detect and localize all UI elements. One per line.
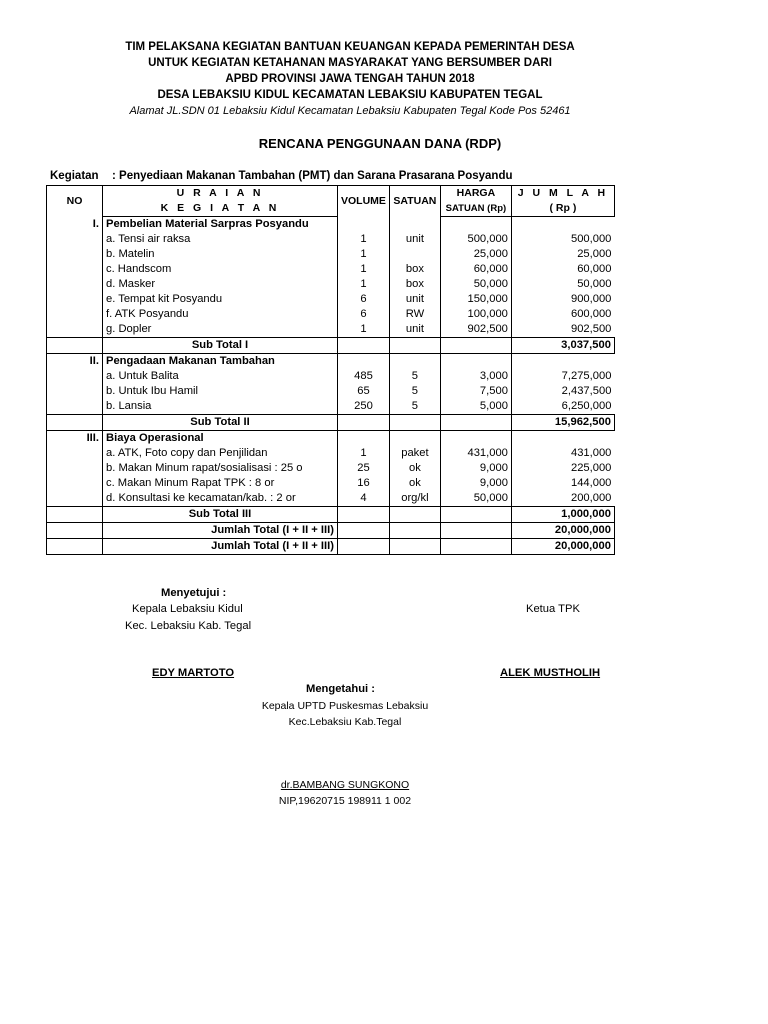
table-row — [47, 322, 615, 338]
item-uraian: f. ATK Posyandu — [103, 307, 338, 322]
item-harga: 7,500 — [440, 384, 511, 399]
header-line-4: DESA LEBAKSIU KIDUL KECAMATAN LEBAKSIU KABUPATEN TEGAL — [157, 89, 543, 101]
table-row — [47, 247, 615, 262]
section-title: Pembelian Material Sarpras Posyandu — [103, 217, 338, 233]
empty-cell — [47, 369, 103, 384]
item-uraian: a. Untuk Balita — [103, 369, 338, 384]
item-jumlah: 225,000 — [570, 462, 612, 474]
empty-cell — [338, 431, 390, 447]
header-uraian: U R A I A N — [103, 186, 338, 202]
item-jumlah: 25,000 — [577, 248, 612, 260]
header-line-1: TIM PELAKSANA KEGIATAN BANTUAN KEUANGAN KEPADA PEMERINTAH DESA — [125, 41, 575, 53]
item-uraian: c. Handscom — [103, 262, 338, 277]
empty-cell — [511, 354, 614, 370]
table-row — [47, 292, 615, 307]
empty-cell — [47, 446, 103, 461]
item-satuan: box — [389, 277, 440, 292]
table-row — [47, 399, 615, 415]
total-label: Jumlah Total (I + II + III) — [103, 523, 338, 539]
item-volume: 6 — [338, 292, 390, 307]
item-uraian: g. Dopler — [103, 322, 338, 338]
empty-cell — [47, 461, 103, 476]
empty-cell — [440, 217, 511, 233]
empty-cell — [338, 217, 390, 233]
item-harga: 3,000 — [440, 369, 511, 384]
empty-cell — [440, 523, 511, 539]
empty-cell — [338, 539, 390, 555]
item-jumlah: 6,250,000 — [561, 400, 612, 412]
empty-cell — [47, 322, 103, 338]
table-row — [47, 232, 615, 247]
item-harga: 50,000 — [440, 277, 511, 292]
kegiatan-value: : Penyediaan Makanan Tambahan (PMT) dan Sarana Prasarana Posyandu — [112, 170, 513, 182]
empty-cell — [440, 338, 511, 354]
empty-cell — [389, 539, 440, 555]
section-title: Biaya Operasional — [103, 431, 338, 447]
header-jumlah-rp: ( Rp ) — [511, 201, 614, 217]
item-uraian: a. ATK, Foto copy dan Penjilidan — [103, 446, 338, 461]
item-harga: 60,000 — [440, 262, 511, 277]
table-header — [47, 186, 615, 217]
empty-cell — [47, 523, 103, 539]
header-harga: HARGA — [440, 186, 511, 202]
subtotal-value: 15,962,500 — [511, 415, 614, 431]
header-line-3: APBD PROVINSI JAWA TENGAH TAHUN 2018 — [225, 73, 475, 85]
item-jumlah: 500,000 — [570, 233, 612, 245]
item-harga: 9,000 — [440, 461, 511, 476]
item-satuan: 5 — [389, 384, 440, 399]
empty-cell — [338, 523, 390, 539]
table-row — [47, 446, 615, 461]
empty-cell — [47, 292, 103, 307]
item-uraian: d. Konsultasi ke kecamatan/kab. : 2 or — [103, 491, 338, 507]
item-jumlah: 600,000 — [570, 308, 612, 320]
item-satuan: ok — [389, 476, 440, 491]
item-volume: 1 — [338, 446, 390, 461]
section-number: III. — [47, 431, 103, 447]
subtotal-label: Sub Total II — [103, 415, 338, 431]
empty-cell — [47, 507, 103, 523]
empty-cell — [338, 415, 390, 431]
item-volume: 16 — [338, 476, 390, 491]
empty-cell — [47, 476, 103, 491]
item-volume: 250 — [338, 399, 390, 415]
item-uraian: e. Tempat kit Posyandu — [103, 292, 338, 307]
table-row — [47, 369, 615, 384]
table-row — [47, 476, 615, 491]
item-volume: 1 — [338, 262, 390, 277]
empty-cell — [338, 507, 390, 523]
empty-cell — [47, 232, 103, 247]
total-label: Jumlah Total (I + II + III) — [103, 539, 338, 555]
approver-title: Kepala Lebaksiu Kidul — [132, 603, 243, 615]
empty-cell — [389, 354, 440, 370]
item-satuan: org/kl — [389, 491, 440, 507]
empty-cell — [389, 217, 440, 233]
item-volume: 25 — [338, 461, 390, 476]
item-volume: 4 — [338, 491, 390, 507]
item-jumlah: 431,000 — [570, 447, 612, 459]
empty-cell — [440, 354, 511, 370]
acknowledger-name: dr.BAMBANG SUNGKONO — [280, 779, 410, 791]
item-volume: 1 — [338, 322, 390, 338]
subtotal-value: 3,037,500 — [511, 338, 614, 354]
item-harga: 902,500 — [440, 322, 511, 338]
ketua-tpk-name: ALEK MUSTHOLIH — [500, 667, 601, 679]
section-number: I. — [47, 217, 103, 233]
header-harga-satuan: SATUAN (Rp) — [440, 201, 511, 217]
item-uraian: c. Makan Minum Rapat TPK : 8 or — [103, 476, 338, 491]
item-satuan: paket — [389, 446, 440, 461]
item-harga: 150,000 — [440, 292, 511, 307]
empty-cell — [47, 539, 103, 555]
section-title: Pengadaan Makanan Tambahan — [103, 354, 338, 370]
empty-cell — [338, 338, 390, 354]
empty-cell — [440, 431, 511, 447]
menyetujui-label: Menyetujui : — [161, 587, 227, 599]
item-uraian: b. Lansia — [103, 399, 338, 415]
empty-cell — [440, 415, 511, 431]
item-harga: 500,000 — [440, 232, 511, 247]
item-volume: 65 — [338, 384, 390, 399]
empty-cell — [338, 354, 390, 370]
item-uraian: a. Tensi air raksa — [103, 232, 338, 247]
empty-cell — [389, 507, 440, 523]
empty-cell — [47, 277, 103, 292]
item-uraian: b. Makan Minum rapat/sosialisasi : 25 o — [103, 461, 338, 476]
mengetahui-label: Mengetahui : — [306, 683, 375, 695]
item-jumlah: 7,275,000 — [561, 370, 612, 382]
item-harga: 5,000 — [440, 399, 511, 415]
header-jumlah: J U M L A H — [511, 186, 614, 202]
item-jumlah: 144,000 — [570, 477, 612, 489]
item-satuan: RW — [389, 307, 440, 322]
total-row — [47, 523, 615, 539]
kegiatan-line — [50, 170, 513, 182]
item-jumlah: 900,000 — [570, 293, 612, 305]
empty-cell — [47, 307, 103, 322]
item-satuan: ok — [389, 461, 440, 476]
table-body — [47, 217, 615, 555]
subtotal-row — [47, 415, 615, 431]
item-volume: 1 — [338, 277, 390, 292]
empty-cell — [389, 523, 440, 539]
acknowledger-nip: NIP,19620715 198911 1 002 — [278, 795, 412, 807]
item-jumlah: 50,000 — [577, 278, 612, 290]
header-line-2: UNTUK KEGIATAN KETAHANAN MASYARAKAT YANG BERSUMBER DARI — [148, 57, 552, 69]
empty-cell — [47, 399, 103, 415]
item-satuan: 5 — [389, 369, 440, 384]
total-value: 20,000,000 — [511, 539, 614, 555]
item-harga: 25,000 — [440, 247, 511, 262]
empty-cell — [389, 415, 440, 431]
table-row — [47, 277, 615, 292]
ketua-tpk-title: Ketua TPK — [526, 603, 580, 615]
item-harga: 50,000 — [440, 491, 511, 507]
empty-cell — [440, 507, 511, 523]
subtotal-label: Sub Total III — [103, 507, 338, 523]
table-row — [47, 307, 615, 322]
item-jumlah: 200,000 — [570, 492, 612, 504]
approver-location: Kec. Lebaksiu Kab. Tegal — [125, 620, 252, 632]
item-harga: 100,000 — [440, 307, 511, 322]
item-uraian: b. Matelin — [103, 247, 338, 262]
item-jumlah: 60,000 — [577, 263, 612, 275]
item-satuan: unit — [389, 322, 440, 338]
section-header-row — [47, 354, 615, 370]
item-harga: 431,000 — [440, 446, 511, 461]
item-volume: 485 — [338, 369, 390, 384]
acknowledger-title: Kepala UPTD Puskesmas Lebaksiu — [261, 700, 429, 712]
total-row — [47, 539, 615, 555]
header-no: NO — [47, 186, 103, 217]
item-satuan: unit — [389, 292, 440, 307]
table-row — [47, 262, 615, 277]
item-uraian: b. Untuk Ibu Hamil — [103, 384, 338, 399]
empty-cell — [47, 338, 103, 354]
table-row — [47, 461, 615, 476]
total-value: 20,000,000 — [511, 523, 614, 539]
kegiatan-label: Kegiatan — [50, 170, 99, 182]
empty-cell — [511, 217, 614, 233]
item-satuan: unit — [389, 232, 440, 247]
subtotal-label: Sub Total I — [103, 338, 338, 354]
table-row — [47, 384, 615, 399]
header-address: Alamat JL.SDN 01 Lebaksiu Kidul Kecamatan Lebaksiu Kabupaten Tegal Kode Pos 52461 — [129, 105, 571, 117]
item-jumlah: 2,437,500 — [561, 385, 612, 397]
subtotal-row — [47, 507, 615, 523]
empty-cell — [389, 338, 440, 354]
item-satuan: 5 — [389, 399, 440, 415]
section-header-row — [47, 431, 615, 447]
item-uraian: d. Masker — [103, 277, 338, 292]
item-satuan — [389, 247, 440, 262]
empty-cell — [47, 262, 103, 277]
approver-name: EDY MARTOTO — [152, 667, 235, 679]
item-volume: 6 — [338, 307, 390, 322]
item-volume: 1 — [338, 232, 390, 247]
document-title: RENCANA PENGGUNAAN DANA (RDP) — [258, 136, 502, 151]
empty-cell — [47, 415, 103, 431]
header-kegiatan: K E G I A T A N — [103, 201, 338, 217]
empty-cell — [511, 431, 614, 447]
item-volume: 1 — [338, 247, 390, 262]
empty-cell — [47, 247, 103, 262]
acknowledger-location: Kec.Lebaksiu Kab.Tegal — [288, 716, 402, 728]
empty-cell — [47, 491, 103, 507]
header-volume: VOLUME — [338, 186, 390, 217]
item-harga: 9,000 — [440, 476, 511, 491]
table-row — [47, 491, 615, 507]
item-jumlah: 902,500 — [570, 323, 612, 335]
subtotal-value: 1,000,000 — [511, 507, 614, 523]
subtotal-row — [47, 338, 615, 354]
empty-cell — [389, 431, 440, 447]
rdp-table — [46, 185, 615, 555]
empty-cell — [440, 539, 511, 555]
section-header-row — [47, 217, 615, 233]
item-satuan: box — [389, 262, 440, 277]
section-number: II. — [47, 354, 103, 370]
header-satuan: SATUAN — [389, 186, 440, 217]
empty-cell — [47, 384, 103, 399]
